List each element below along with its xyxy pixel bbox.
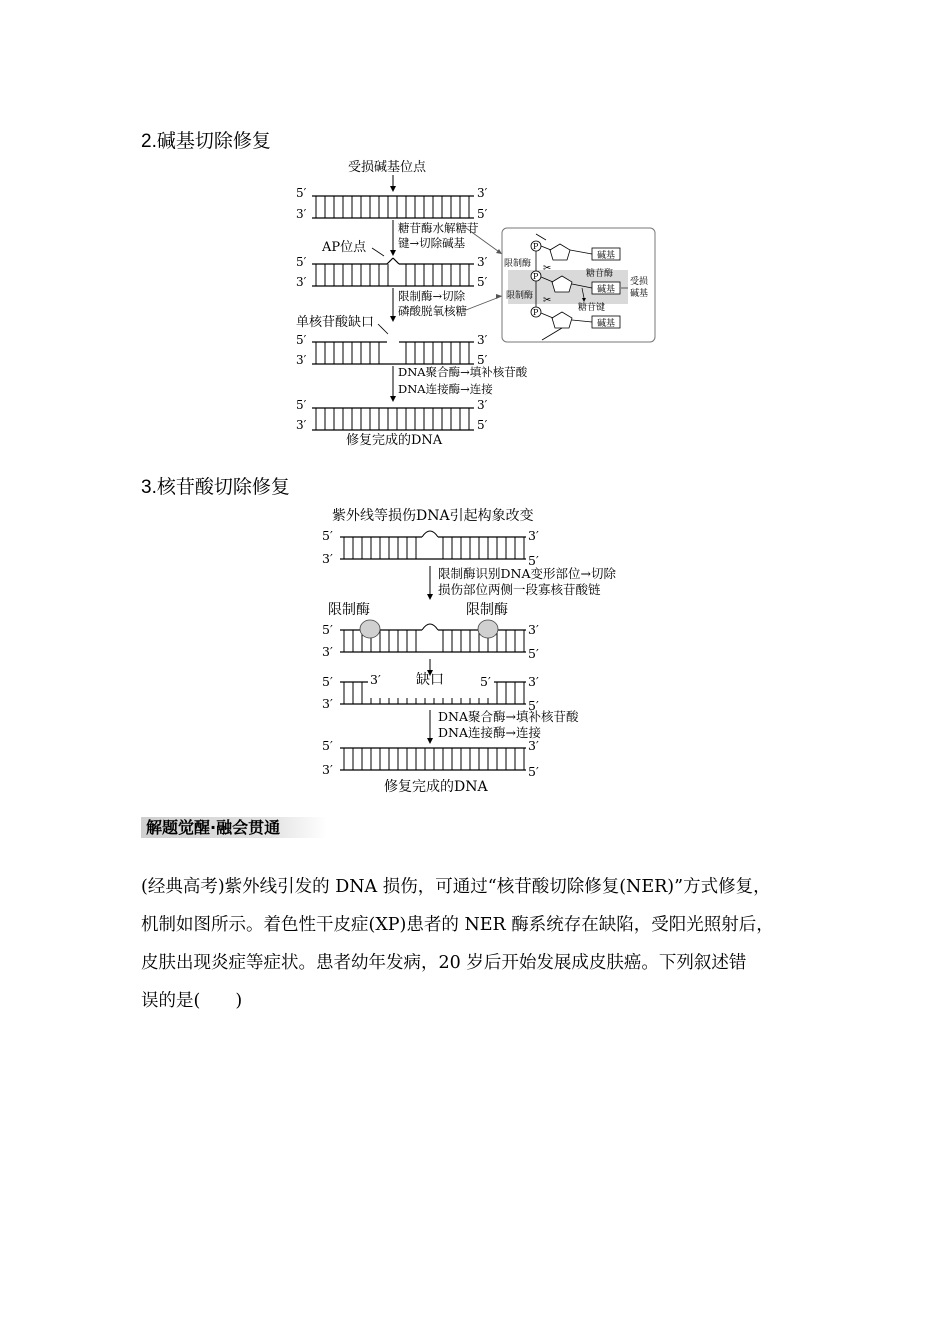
base-label: 碱基 [597,319,616,329]
question-line: 皮肤出现炎症等症状。患者幼年发病，20 岁后开始发展成皮肤癌。下列叙述错 [141,953,747,973]
callout-arrowhead [496,249,502,254]
damaged-base-label: 碱基 [630,289,649,299]
five-prime-label: 5′ [477,353,488,367]
three-prime-label: 3′ [477,255,488,269]
arrowhead [390,250,396,256]
base-label: 碱基 [597,251,616,261]
five-prime-label: 5′ [322,528,333,543]
five-prime-label: 5′ [480,674,491,689]
three-prime-label: 3′ [322,762,333,777]
strand-segment [393,258,399,264]
three-prime-label: 3′ [477,398,488,412]
five-prime-label: 5′ [477,418,488,432]
three-prime-label: 3′ [322,551,333,566]
arrowhead [427,738,433,744]
dna-duplex-damaged [340,531,526,559]
question-line: 误的是( ) [141,991,243,1011]
restriction-enzyme-left-icon [360,620,380,638]
step1-text: 限制酶识别DNA变形部位→切除 [438,566,616,581]
three-prime-label: 3′ [370,672,381,687]
phosphate-label: P [533,272,539,281]
five-prime-label: 5′ [477,207,488,221]
gap-label: 缺口 [416,672,444,688]
three-prime-label: 3′ [296,207,307,221]
banner-title: 解题觉醒·融会贯通 [146,818,281,837]
nucleotide-excision-svg [318,504,648,796]
five-prime-label: 5′ [477,275,488,289]
step2-text: 限制酶→切除 [398,289,466,303]
scissors-icon: ✂ [543,295,552,306]
three-prime-label: 3′ [528,622,539,637]
dna-duplex-repaired [340,748,526,770]
phosphate-label: P [533,242,539,251]
nick-label: 单核苷酸缺口 [296,315,375,330]
distortion-bump [422,531,438,537]
three-prime-label: 3′ [477,186,488,200]
glycosidic-bond-label: 糖苷键 [578,303,606,313]
restriction-enzyme-label: 限制酶 [506,291,534,301]
section-2-heading: 2.碱基切除修复 [141,131,271,152]
step1-text: 键→切除碱基 [398,236,466,250]
five-prime-label: 5′ [528,646,539,661]
distortion-bump [422,624,438,630]
five-prime-label: 5′ [296,186,307,200]
ap-site-label: AP位点 [322,240,367,255]
three-prime-label: 3′ [477,333,488,347]
dna-duplex-repaired [312,408,474,430]
dna-duplex-nick [312,342,474,364]
damaged-base-site-label: 受损碱基位点 [348,160,427,175]
five-prime-label: 5′ [296,398,307,412]
five-prime-label: 5′ [322,622,333,637]
result-label: 修复完成的DNA [384,779,488,795]
five-prime-label: 5′ [528,764,539,779]
uv-damage-label: 紫外线等损伤DNA引起构象改变 [332,508,534,524]
three-prime-label: 3′ [296,275,307,289]
three-prime-label: 3′ [528,528,539,543]
pointer-line [372,248,384,256]
question-paragraph [141,868,836,1020]
three-prime-label: 3′ [528,674,539,689]
dna-duplex-ap-site [312,258,474,286]
restriction-enzyme-right-label: 限制酶 [466,602,508,618]
base-label: 碱基 [597,285,616,295]
three-prime-label: 3′ [322,696,333,711]
scissors-icon: ✂ [543,263,552,274]
three-prime-label: 3′ [296,353,307,367]
five-prime-label: 5′ [322,738,333,753]
restriction-enzyme-label: 限制酶 [504,259,532,269]
glycosylase-label: 糖苷酶 [586,269,614,279]
question-line: 机制如图所示。着色性干皮症(XP)患者的 NER 酶系统存在缺陷，受阳光照射后， [141,915,774,935]
step3-text: DNA聚合酶→填补核苷酸 [398,365,528,379]
dna-duplex [312,196,474,218]
arrowhead [390,316,396,322]
step1-text: 糖苷酶水解糖苷 [398,221,479,235]
base-excision-svg [280,150,670,450]
three-prime-label: 3′ [528,738,539,753]
damaged-base-label: 受损 [630,277,649,287]
step3-text: DNA连接酶→连接 [398,382,493,396]
question-line: (经典高考)紫外线引发的 DNA 损伤，可通过“核苷酸切除修复(NER)”方式修复， [141,877,771,897]
step2-text: DNA聚合酶→填补核苷酸 [438,709,579,724]
arrowhead [427,594,433,600]
step2-text: DNA连接酶→连接 [438,725,541,740]
section-banner [141,817,327,838]
step1-text: 损伤部位两侧一段寡核苷酸链 [438,582,601,597]
callout-line [466,228,502,254]
five-prime-label: 5′ [296,333,307,347]
restriction-enzyme-right-icon [478,620,498,638]
arrowhead [390,186,396,192]
base-excision-repair-diagram [280,150,670,450]
result-label: 修复完成的DNA [346,433,443,448]
pointer-line [378,324,388,334]
restriction-enzyme-left-label: 限制酶 [328,602,370,618]
nucleotide-excision-repair-diagram [318,504,648,796]
arrowhead [390,396,396,402]
section-3-heading: 3.核苷酸切除修复 [141,477,290,498]
strand-segment [387,258,393,264]
five-prime-label: 5′ [528,553,539,568]
five-prime-label: 5′ [528,698,539,713]
phosphate-label: P [533,308,539,317]
five-prime-label: 5′ [296,255,307,269]
three-prime-label: 3′ [322,644,333,659]
step2-text: 磷酸脱氧核糖 [398,304,467,318]
five-prime-label: 5′ [322,674,333,689]
three-prime-label: 3′ [296,418,307,432]
